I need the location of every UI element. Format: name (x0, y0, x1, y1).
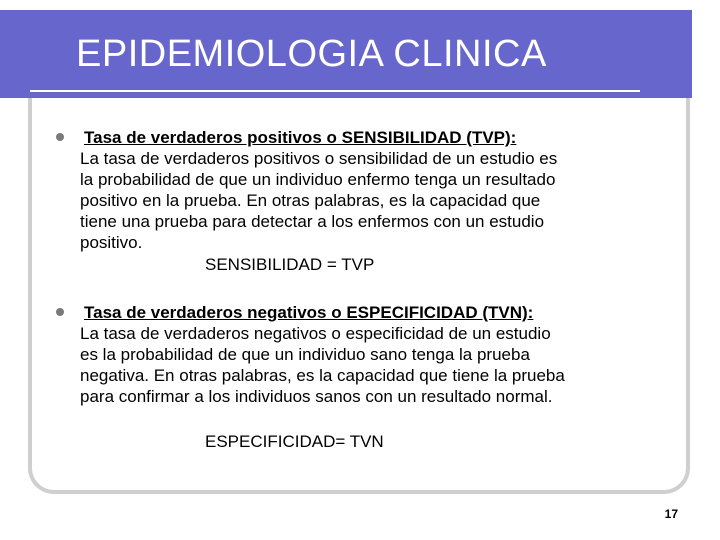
slide-title: EPIDEMIOLOGIA CLINICA (76, 33, 547, 75)
bullet-dot-icon (56, 133, 64, 141)
bullet-item-sensibilidad (56, 127, 666, 253)
bullet-dot-icon (56, 308, 64, 316)
item-heading: Tasa de verdaderos negativos o ESPECIFICIDAD (TVN): (84, 303, 534, 322)
bullet-item-especificidad (56, 302, 666, 407)
item-body: La tasa de verdaderos positivos o sensibilidad de un estudio es la probabilidad de que un individuo enfermo tenga un resultado positivo en la prueba. En otras palabras, es la capacidad que tiene una prueba para detectar a los enfermos con un estudio positivo. (80, 149, 558, 252)
formula-sensibilidad: SENSIBILIDAD = TVP (205, 255, 375, 274)
formula-especificidad: ESPECIFICIDAD= TVN (205, 432, 384, 451)
page-number: 17 (664, 507, 678, 521)
item-body: La tasa de verdaderos negativos o especificidad de un estudio es la probabilidad de que un individuo sano tenga la prueba negativa. En otras palabras, es la capacidad que tiene la prueba para confirmar a los individuos sanos con un resultado normal. (80, 324, 565, 406)
item-heading: Tasa de verdaderos positivos o SENSIBILIDAD (TVP): (84, 128, 517, 147)
corner-notch (692, 0, 720, 10)
title-underline (30, 90, 640, 92)
